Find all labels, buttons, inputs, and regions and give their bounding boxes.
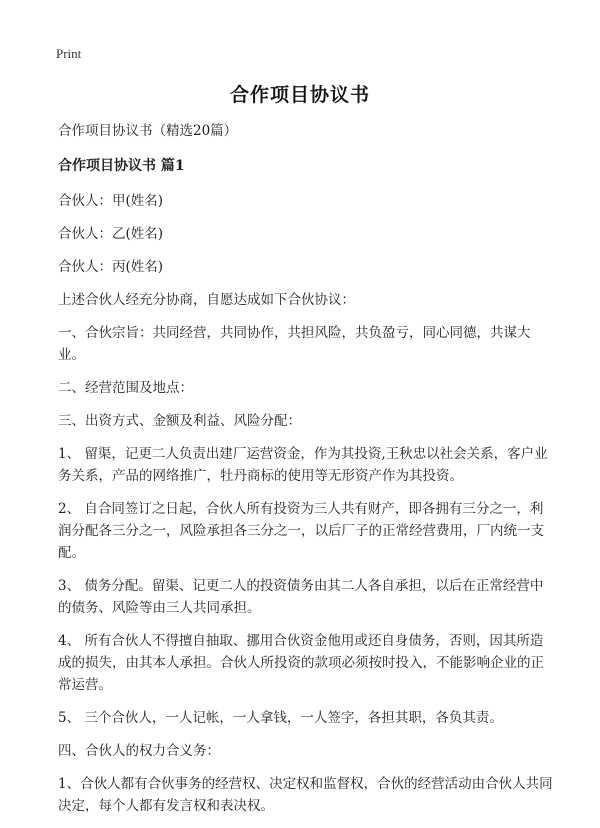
document-body [58, 120, 556, 828]
clause-rights: 四、合伙人的权力合义务： [58, 743, 220, 759]
partner-a-line: 合伙人：甲(姓名) [58, 193, 164, 209]
investment-item-5: 5、 三个合伙人，一人记帐，一人拿钱，一人签字，各担其职，各负其责。 [58, 710, 503, 726]
investment-item-3: 3、 债务分配。留渠、记更二人的投资债务由其二人各自承担，以后在正常经营中的债务、风险等由三人共同承担。 [58, 578, 544, 616]
agreement-intro: 上述合伙人经充分协商，自愿达成如下合伙协议： [58, 292, 355, 308]
clause-purpose: 一、合伙宗旨：共同经营，共同协作，共担风险，共负盈亏，同心同德，共谋大业。 [58, 325, 531, 363]
clause-scope: 二、经营范围及地点： [58, 380, 193, 396]
investment-item-2: 2、 自合同签订之日起，合伙人所有投资为三人共有财产，即各拥有三分之一，利润分配各三分之一，风险承担各三分之一，以后厂子的正常经营费用，厂内统一支配。 [58, 501, 544, 561]
partner-c-line: 合伙人：丙(姓名) [58, 259, 164, 275]
investment-item-1: 1、 留渠，记更二人负责出建厂运营资金，作为其投资,王秋忠以社会关系，客户业务关系，产品的网络推广，牡丹商标的使用等无形资产作为其投资。 [58, 446, 548, 484]
partner-b-line: 合伙人：乙(姓名) [58, 226, 164, 242]
rights-item-1: 1、合伙人都有合伙事务的经营权、决定权和监督权，合伙的经营活动由合伙人共同决定，每个人都有发言权和表决权。 [58, 776, 553, 814]
document-subtitle: 合作项目协议书（精选20篇） [58, 123, 238, 139]
print-link[interactable]: Print [56, 46, 82, 61]
investment-item-4: 4、 所有合伙人不得擅自抽取、挪用合伙资金他用或还自身债务，否则，因其所造成的损失，由其本人承担。合伙人所投资的款项必须按时投入，不能影响企业的正常运营。 [58, 633, 544, 693]
page-title: 合作项目协议书 [229, 84, 370, 106]
clause-investment: 三、出资方式、金额及利益、风险分配： [58, 413, 301, 429]
section-heading: 合作项目协议书 篇1 [58, 158, 185, 174]
